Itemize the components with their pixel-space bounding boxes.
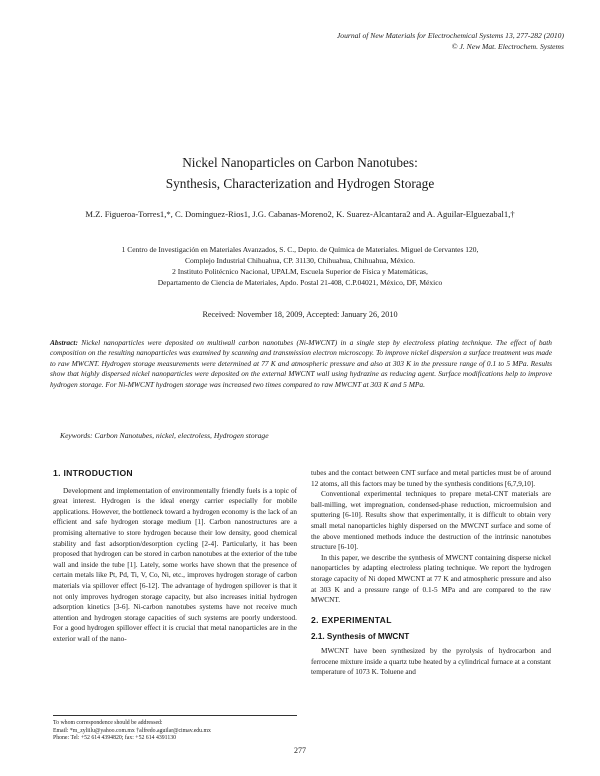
intro-paragraph-1: Development and implementation of environmentally friendly fuels is a topic of great interest. Hydrogen is the ideal energy carrier especially for mobile applications. However, the bottleneck toward a hydrogen economy is the lack of an efficient and safe hydrogen storage medium [1]. Carbon nanostructures are a promising alternative to store hydrogen because their low density, good chemical stability and fast adsorption/desorption cycling [2-4]. Particularly, it has been proposed that hydrogen can be stored in carbon nanotubes at the exterior of the tube wall and inside the tube [1]. Lately, some works have shown that the presence of certain metals like Pt, Pd, Ti, V, Co, Ni, etc., improves hydrogen storage of carbon materials via spillover effect [6-12]. The advantage of hydrogen spillover is that it not only improves hydrogen storage capacity, but also increases initial hydrogen adsorption kinetics [3-6]. Ni-carbon nanotubes systems have not receive much attention and hydrogen storage capacities of such systems are poorly understood. For a good hydrogen spillover effect it is crucial that metal nanoparticles are in the exterior wall of the nano- [53, 486, 297, 643]
affiliations [30, 244, 570, 288]
correspondence-phone: Phone: Tel: +52 614 4394820; fax: +52 614 4391130 [53, 735, 177, 742]
affiliation-2-cont: Departamento de Ciencia de Materiales, Apdo. Postal 21-408, C.P.04021, México, DF, México [157, 278, 443, 287]
paper-title [0, 152, 600, 194]
affiliation-1: 1 Centro de Investigación en Materiales Avanzados, S. C., Depto. de Química de Materiales. Miguel de Cervantes 120, [121, 245, 479, 254]
synthesis-subheading: 2.1. Synthesis of MWCNT [311, 632, 410, 642]
received-dates: Received: November 18, 2009, Accepted: January 26, 2010 [202, 310, 398, 319]
abstract [50, 338, 552, 390]
page-number: 277 [294, 746, 306, 755]
correspondence-line-1: To whom correspondence should be addressed: [53, 720, 163, 726]
intro-paragraph-4: In this paper, we describe the synthesis of MWCNT containing disperse nickel nanoparticles by adapting electroless plating technique. We report the hydrogen storage capacity of Ni doped MWCNT at 77 K and atmospheric pressure and also at 303 K and a pressure range of 0.1-5 MPa and are compared to the raw MWCNT. [311, 553, 551, 605]
correspondence-footnote [53, 715, 297, 743]
correspondence-email: Email: *m_zyliilu@yahoo.com.mx †alfredo.aguilar@cimav.edu.mx [53, 727, 211, 734]
right-column [311, 468, 551, 678]
keywords: Keywords: Carbon Nanotubes, nickel, electroless, Hydrogen storage [60, 431, 269, 440]
journal-citation: Journal of New Materials for Electrochemical Systems 13, 277-282 (2010) [336, 31, 564, 40]
journal-copyright: © J. New Mat. Electrochem. Systems [451, 41, 564, 51]
intro-heading: 1. INTRODUCTION [53, 468, 133, 478]
affiliation-2: 2 Instituto Politécnico Nacional, UPALM, Escuela Superior de Física y Matemáticas, [172, 267, 428, 276]
title-line-2: Synthesis, Characterization and Hydrogen Storage [165, 176, 435, 191]
abstract-label: Abstract: [50, 338, 78, 347]
author-list: M.Z. Figueroa-Torres1,*, C. Dominguez-Rios1, J.G. Cabanas-Moreno2, K. Suarez-Alcantara2 and A. Aguilar-Elguezabal1,† [85, 209, 515, 219]
journal-header [337, 31, 564, 52]
abstract-text: Nickel nanoparticles were deposited on multiwall carbon nanotubes (Ni-MWCNT) in a single step by electroless plating technique. The effect of bath composition on the resulting nanoparticles was examined by scanning and transmission electron microscopy. To improve nickel dispersion a surface treatment was made to raw MWCNT. Hydrogen storage measurements were determined at 77 K and atmospheric pressure and also at 303 K in the pressure range of 0.1 to 5 MPa. Results show that highly dispersed nickel nanoparticles were deposited on the external MWCNT wall using hydrazine as reducing agent. Surface modifications help to improve hydrogen storage. For Ni-MWCNT hydrogen storage was increased two times compared to raw MWCNT at 303 K and 5 MPa. [50, 338, 552, 389]
experimental-heading: 2. EXPERIMENTAL [311, 614, 392, 625]
intro-paragraph-2: tubes and the contact between CNT surface and metal particles must be of around 12 atoms, all this factors may be tuned by the synthesis conditions [6,7,9,10]. [311, 469, 551, 488]
left-column [53, 468, 297, 645]
intro-paragraph-3: Conventional experimental techniques to prepare metal-CNT materials are ball-milling, wet impregnation, condensed-phase reduction, microemulsion and sputtering [6-10]. Results show that experimentally, it is difficult to obtain very small metal nanoparticles highly dispersed on the MWCNT surface and some of the above mentioned methods induce the destruction of the intrinsic nanotubes structure [6-10]. [311, 490, 551, 552]
affiliation-1-cont: Complejo Industrial Chihuahua, CP. 31130, Chihuahua, Chihuahua, México. [185, 256, 415, 265]
experimental-paragraph-1: MWCNT have been synthesized by the pyrolysis of hydrocarbon and ferrocene mixture inside a quartz tube heated by a cylindrical furnace at a constant temperature of 1073 K. Toluene and [311, 646, 551, 677]
title-line-1: Nickel Nanoparticles on Carbon Nanotubes: [182, 155, 418, 170]
